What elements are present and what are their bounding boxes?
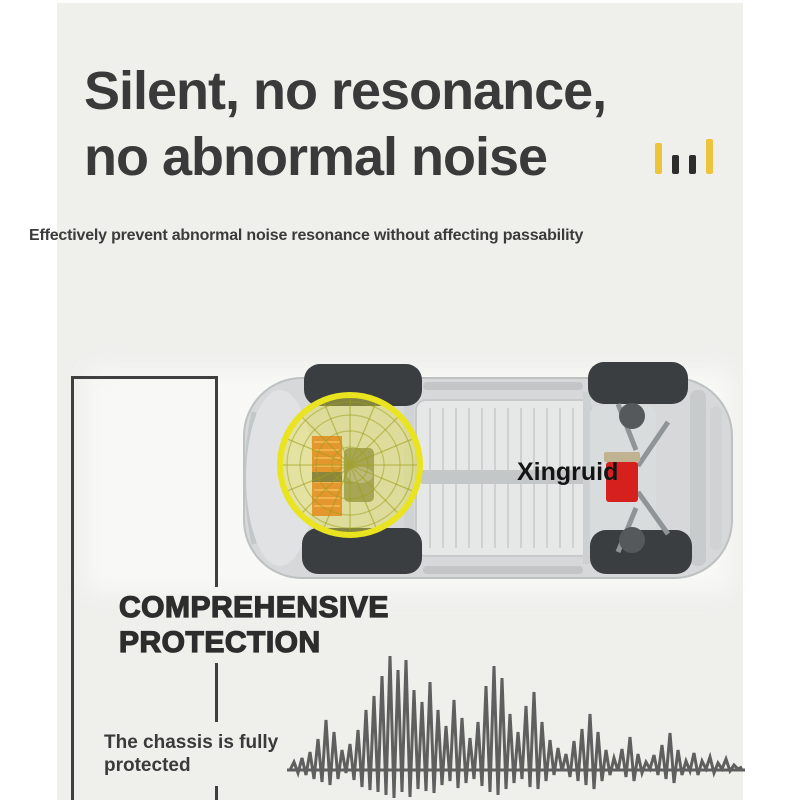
equalizer-bars-icon <box>655 138 717 174</box>
equalizer-bar-yellow-left <box>655 143 662 174</box>
subtitle: Effectively prevent abnormal noise resonance without affecting passability <box>29 227 584 244</box>
frame-border-right-segment-1 <box>215 376 218 587</box>
waveform-trace <box>290 656 742 798</box>
rear-bumper-slat-1 <box>690 390 706 566</box>
wheel-rear-top <box>588 362 688 404</box>
vibration-waveform <box>285 640 747 800</box>
side-rail-top <box>423 382 583 390</box>
frame-border-right-segment-3 <box>215 786 218 800</box>
protection-heading-line2: PROTECTION <box>119 626 321 659</box>
rear-hub-bottom <box>619 527 645 553</box>
frame-border-right-segment-2 <box>215 663 218 722</box>
page-title-line1: Silent, no resonance, <box>84 61 607 121</box>
equalizer-bar-dark-2 <box>689 155 696 174</box>
frame-border-top <box>71 376 218 379</box>
rear-bumper-slat-2 <box>710 406 722 550</box>
equalizer-bar-yellow-right <box>706 139 713 174</box>
protection-caption-line2: protected <box>104 755 191 776</box>
protection-caption-line1: The chassis is fully <box>104 732 279 753</box>
side-rail-bottom <box>423 566 583 574</box>
equalizer-bar-dark-1 <box>672 155 679 174</box>
page-title <box>84 58 606 190</box>
protection-caption <box>104 731 278 777</box>
car-chassis-illustration <box>238 362 738 594</box>
frame-border-left <box>71 376 74 800</box>
rear-hub-top <box>619 403 645 429</box>
brand-label: Xingruid <box>517 458 619 486</box>
protection-heading-line1: COMPREHENSIVE <box>119 591 389 624</box>
page-title-line2: no abnormal noise <box>84 127 548 187</box>
